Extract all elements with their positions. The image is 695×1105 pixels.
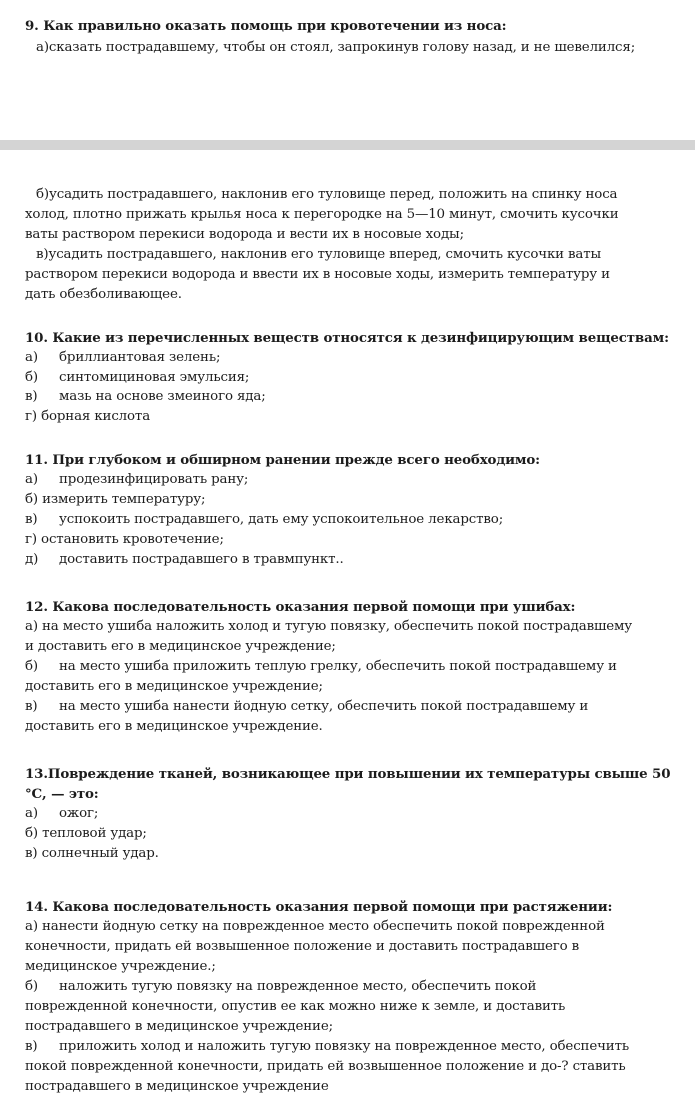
question-14-option-a-cont: медицинское учреждение.;	[25, 959, 216, 974]
question-11-option: б) измерить температуру;	[25, 492, 206, 507]
question-10-option: б) синтомициновая эмульсия;	[25, 370, 250, 385]
question-14-option-c: в) приложить холод и наложить тугую повязку на поврежденное место, обеспечить	[25, 1039, 629, 1054]
question-11-option: г) остановить кровотечение;	[25, 532, 224, 547]
question-12-option-c-cont: доставить его в медицинское учреждение.	[25, 719, 323, 734]
question-12-option-b-cont: доставить его в медицинское учреждение;	[25, 679, 323, 694]
question-14-option-a-cont: конечности, придать ей возвышенное положение и доставить пострадавшего в	[25, 939, 580, 954]
question-11-option: а) продезинфицировать рану;	[25, 472, 249, 487]
question-9-option-c-cont: дать обезболивающее.	[25, 287, 182, 302]
question-13-option: а) ожог;	[25, 806, 99, 821]
question-10-option: г) борная кислота	[25, 409, 151, 424]
question-12-option-a: а) на место ушиба наложить холод и тугую повязку, обеспечить покой пострадавшему	[25, 619, 633, 634]
question-13-title-cont: °С, — это:	[25, 786, 99, 802]
question-14-option-c-cont: покой поврежденной конечности, придать ей возвышенное положение и до-? ставить	[25, 1059, 626, 1074]
question-14-option-b-cont: поврежденной конечности, опустив ее как можно ниже к земле, и доставить	[25, 999, 566, 1014]
question-14-option-a: а) нанести йодную сетку на поврежденное место обеспечить покой поврежденной	[25, 919, 605, 934]
question-11-option: д) доставить пострадавшего в травмпункт..	[25, 552, 344, 567]
question-9-option-b: б)усадить пострадавшего, наклонив его туловище перед, положить на спинку носа	[36, 187, 618, 202]
question-13-option: в) солнечный удар.	[25, 846, 159, 861]
question-14-option-b: б) наложить тугую повязку на поврежденное место, обеспечить покой	[25, 979, 537, 994]
page-top-fragment	[0, 0, 695, 140]
question-11-title: 11. При глубоком и обширном ранении прежде всего необходимо:	[25, 452, 540, 468]
question-10-option: а) бриллиантовая зелень;	[25, 350, 221, 365]
question-12-option-a-cont: и доставить его в медицинское учреждение;	[25, 639, 336, 654]
question-12-option-c: в) на место ушиба нанести йодную сетку, обеспечить покой пострадавшему и	[25, 699, 589, 714]
question-10-option: в) мазь на основе змеиного яда;	[25, 389, 266, 404]
question-12-title: 12. Какова последовательность оказания первой помощи при ушибах:	[25, 599, 576, 615]
question-9-option-c-cont: раствором перекиси водорода и ввести их в носовые ходы, измерить температуру и	[25, 267, 610, 282]
question-9-option-c: в)усадить пострадавшего, наклонив его туловище вперед, смочить кусочки ваты	[36, 247, 602, 262]
question-11-option: в) успокоить пострадавшего, дать ему успокоительное лекарство;	[25, 512, 504, 527]
question-14-title: 14. Какова последовательность оказания первой помощи при растяжении:	[25, 899, 613, 915]
question-14-option-b-cont: пострадавшего в медицинское учреждение;	[25, 1019, 333, 1034]
question-10-title: 10. Какие из перечисленных веществ относятся к дезинфицирующим веществам:	[25, 330, 669, 346]
question-9-option-b-cont: холод, плотно прижать крылья носа к перегородке на 5—10 минут, смочить кусочки	[25, 207, 619, 222]
question-14-option-c-cont: пострадавшего в медицинское учреждение	[25, 1079, 329, 1094]
question-13-option: б) тепловой удар;	[25, 826, 147, 841]
page-separator	[0, 140, 695, 150]
question-9-title: 9. Как правильно оказать помощь при кровотечении из носа:	[25, 18, 507, 34]
question-9-option-a: а)сказать пострадавшему, чтобы он стоял, запрокинув голову назад, и не шевелился;	[36, 40, 636, 55]
question-13-title: 13.Повреждение тканей, возникающее при повышении их температуры свыше 50	[25, 766, 671, 782]
question-12-option-b: б) на место ушиба приложить теплую грелку, обеспечить покой пострадавшему и	[25, 659, 617, 674]
question-9-option-b-cont: ваты раствором перекиси водорода и вести их в носовые ходы;	[25, 227, 464, 242]
page-bottom-fragment	[0, 150, 695, 1105]
